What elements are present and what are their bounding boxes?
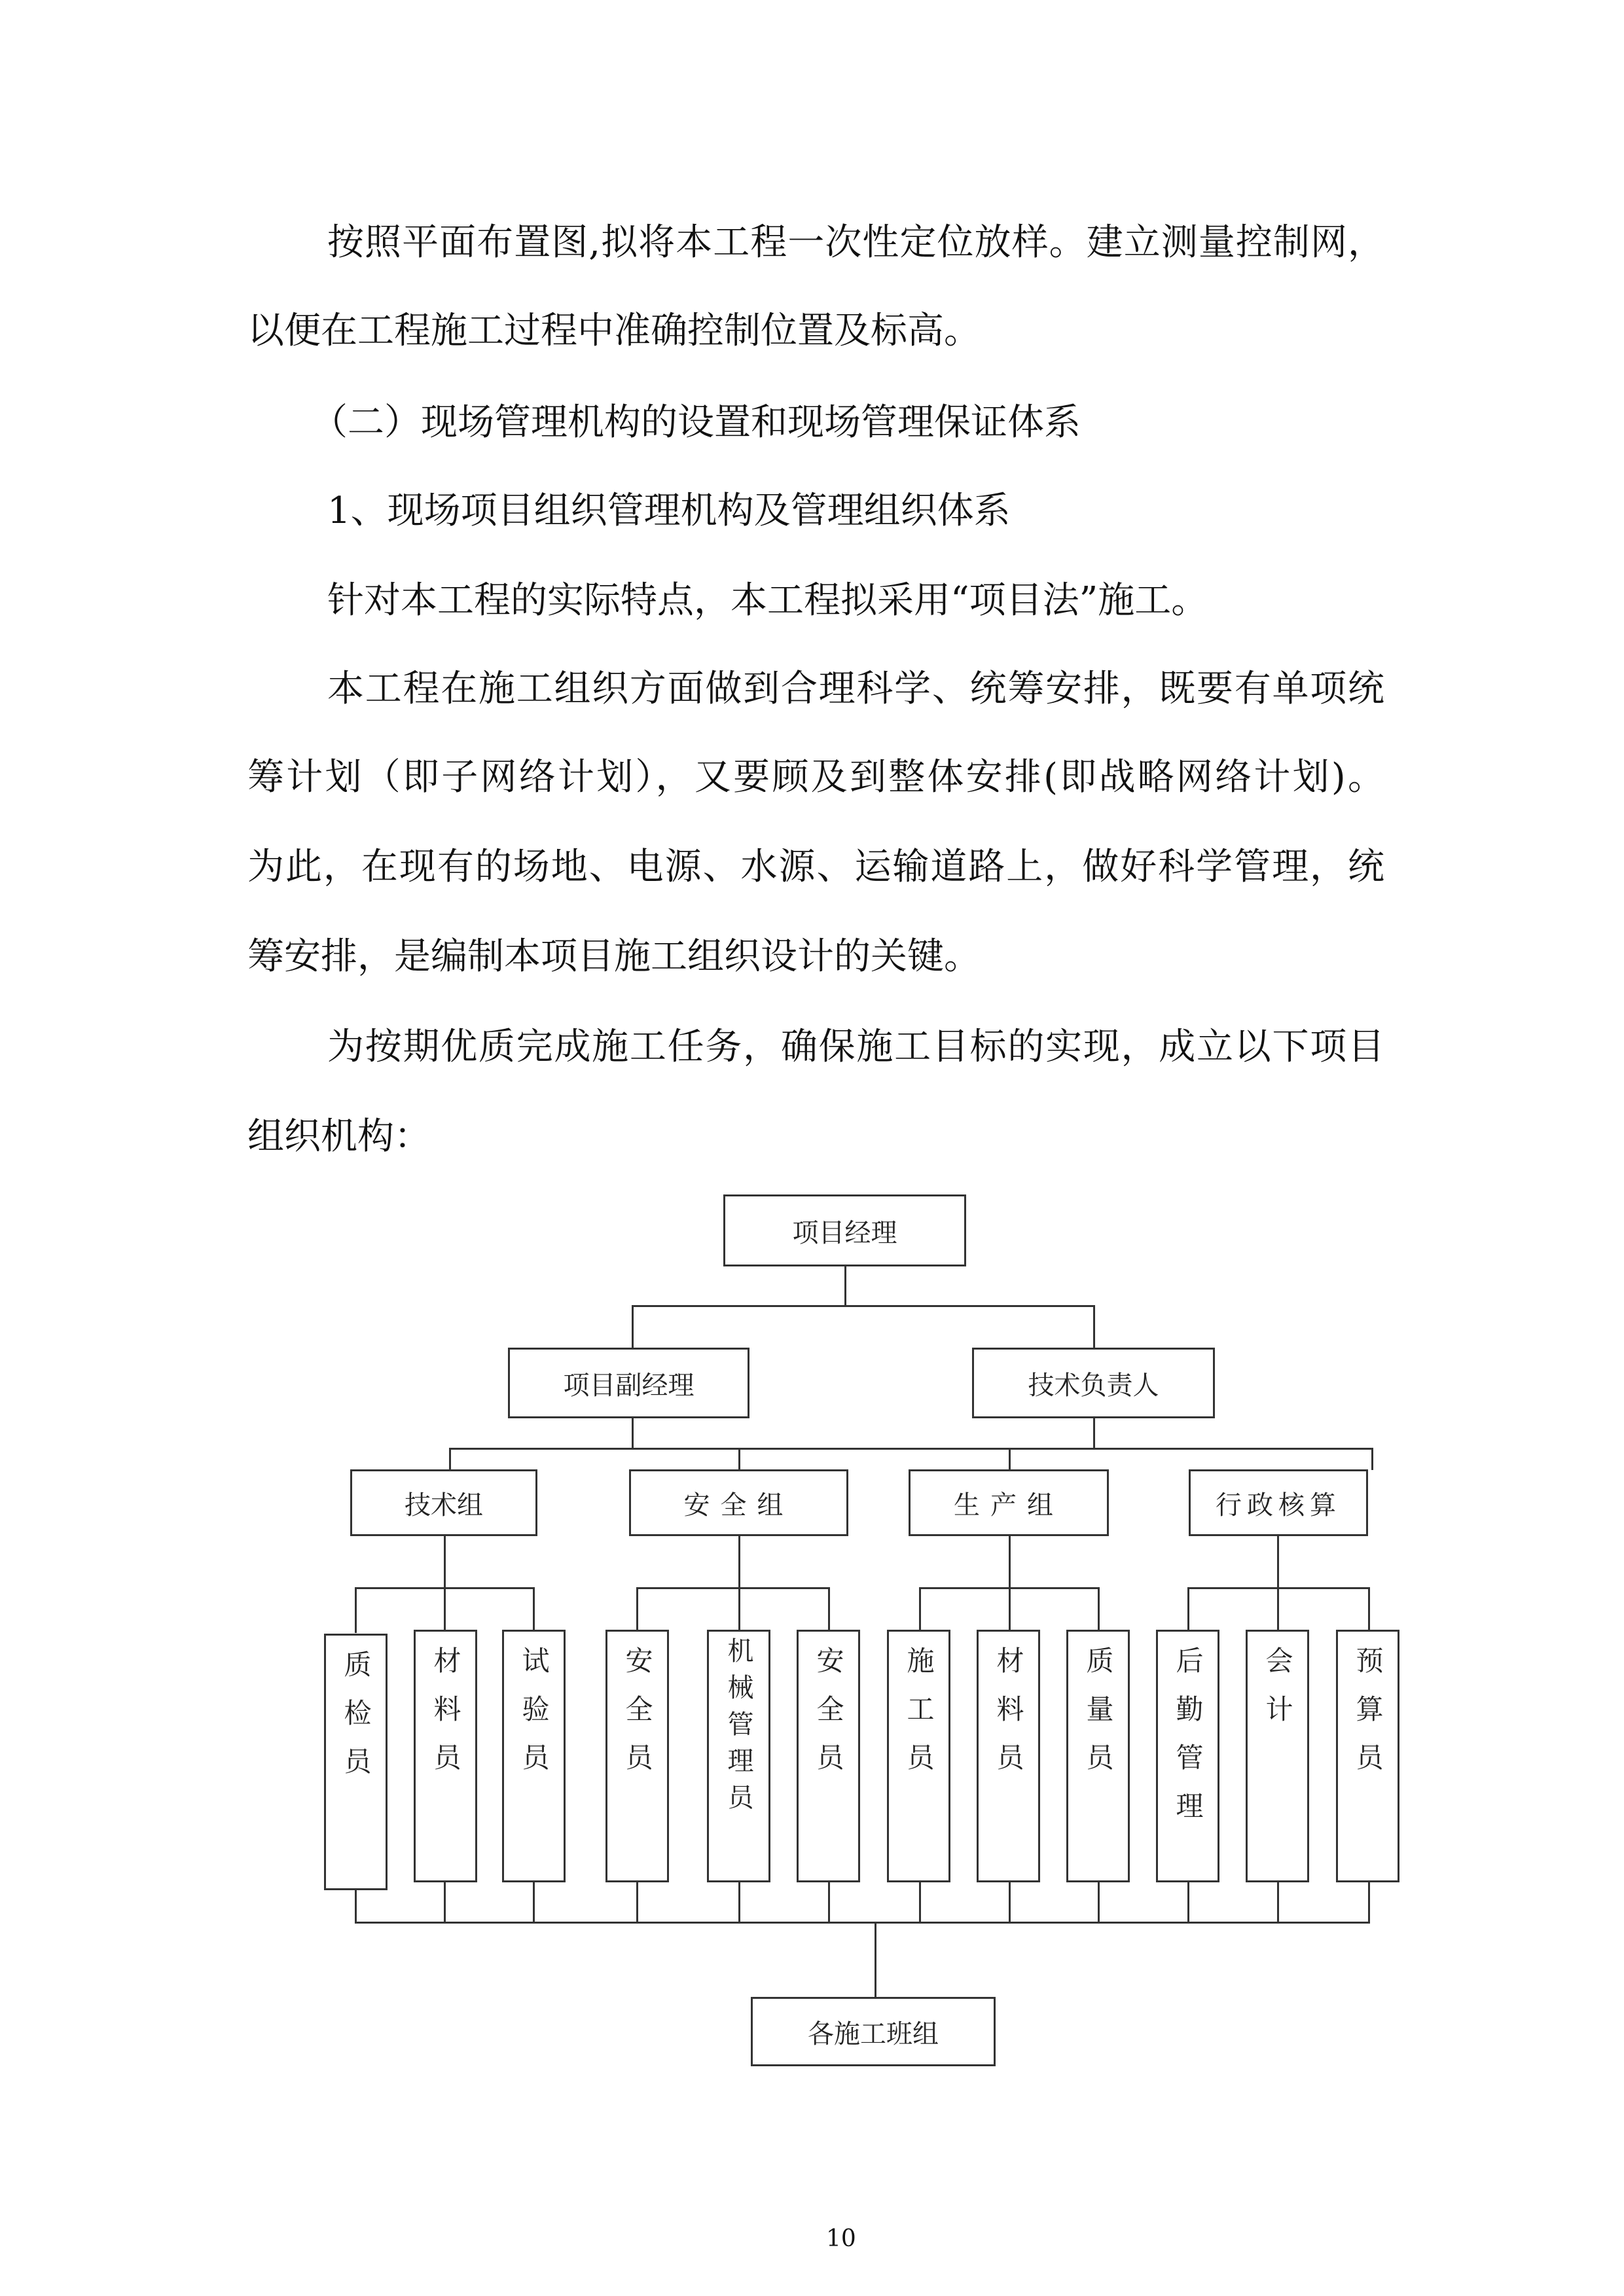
paragraph-line: 为此，在现有的场地、电源、水源、运输道路上，做好科学管理，统 — [247, 846, 1384, 888]
connector — [444, 1536, 446, 1631]
org-member — [707, 1630, 770, 1882]
member-label: 预算员 — [1352, 1646, 1384, 1791]
org-node-technical-lead — [972, 1348, 1215, 1418]
connector — [533, 1587, 535, 1630]
connector — [533, 1882, 535, 1922]
connector — [919, 1882, 921, 1922]
org-group-safety — [629, 1469, 848, 1536]
org-member — [605, 1630, 669, 1882]
connector — [1277, 1882, 1279, 1922]
connector — [1187, 1587, 1189, 1630]
node-label: 项目副经理 — [563, 1370, 695, 1401]
node-label: 安全组 — [683, 1490, 794, 1520]
connector — [738, 1882, 740, 1922]
org-node-deputy-manager — [508, 1348, 749, 1418]
org-member — [1336, 1630, 1399, 1882]
connector — [1009, 1882, 1011, 1922]
paragraph-line: 为按期优质完成施工任务，确保施工目标的实现，成立以下项目 — [327, 1026, 1384, 1068]
page-number: 10 — [826, 2225, 856, 2252]
connector — [1093, 1305, 1095, 1348]
member-label: 安全员 — [812, 1646, 845, 1791]
member-label: 质检员 — [340, 1650, 372, 1795]
connector — [1368, 1587, 1370, 1630]
org-group-production — [909, 1469, 1109, 1536]
paragraph-line: 筹安排，是编制本项目施工组织设计的关键。 — [247, 935, 981, 978]
org-group-admin-accounting — [1189, 1469, 1368, 1536]
connector — [875, 1922, 876, 1998]
member-label: 材料员 — [992, 1646, 1025, 1791]
connector — [444, 1882, 446, 1922]
connector — [1371, 1448, 1373, 1470]
org-member — [324, 1634, 388, 1890]
org-member — [1156, 1630, 1219, 1882]
paragraph-line: 按照平面布置图,拟将本工程一次性定位放样。建立测量控制网， — [327, 221, 1384, 264]
connector — [828, 1882, 830, 1922]
org-member — [977, 1630, 1040, 1882]
connector — [632, 1418, 634, 1448]
connector — [355, 1922, 1370, 1924]
org-group-technical — [350, 1469, 537, 1536]
org-member — [502, 1630, 566, 1882]
connector — [355, 1587, 534, 1589]
connector — [1187, 1587, 1370, 1589]
connector — [632, 1305, 634, 1348]
node-label: 项目经理 — [792, 1217, 897, 1248]
connector — [828, 1587, 830, 1630]
org-node-work-teams — [751, 1997, 996, 2066]
connector — [636, 1882, 638, 1922]
connector — [1277, 1536, 1279, 1631]
connector — [636, 1587, 638, 1630]
connector — [449, 1448, 1373, 1450]
member-label: 材料员 — [429, 1646, 462, 1791]
connector — [636, 1587, 829, 1589]
org-member — [414, 1630, 477, 1882]
org-member — [1246, 1630, 1309, 1882]
subsection-heading: 1、现场项目组织管理机构及管理组织体系 — [327, 490, 1011, 532]
node-label: 生产组 — [954, 1490, 1064, 1520]
paragraph-line: 组织机构： — [247, 1115, 431, 1158]
connector — [1368, 1882, 1370, 1922]
connector — [1009, 1448, 1011, 1470]
connector — [919, 1587, 921, 1630]
connector — [1187, 1882, 1189, 1922]
connector — [1098, 1882, 1100, 1922]
connector — [919, 1587, 1100, 1589]
section-heading: （二）现场管理机构的设置和现场管理保证体系 — [311, 401, 1081, 444]
connector — [738, 1448, 740, 1470]
node-label: 技术负责人 — [1028, 1370, 1159, 1401]
connector — [355, 1587, 357, 1633]
member-label: 试验员 — [518, 1646, 550, 1791]
member-label: 后勤管理 — [1172, 1646, 1204, 1840]
member-label: 安全员 — [621, 1646, 654, 1791]
node-label: 技术组 — [405, 1490, 483, 1520]
node-label: 行政核算 — [1216, 1490, 1341, 1520]
member-label: 施工员 — [903, 1646, 935, 1791]
connector — [1098, 1587, 1100, 1630]
connector — [1009, 1536, 1011, 1631]
org-node-project-manager — [723, 1194, 966, 1266]
member-label: 质量员 — [1082, 1646, 1115, 1791]
connector — [738, 1536, 740, 1631]
connector — [449, 1448, 451, 1470]
org-member — [797, 1630, 860, 1882]
member-label: 机械管理员 — [723, 1637, 753, 1820]
connector — [844, 1266, 846, 1306]
connector — [355, 1888, 357, 1922]
connector — [1093, 1418, 1095, 1448]
paragraph-line: 针对本工程的实际特点，本工程拟采用“项目法”施工。 — [327, 579, 1208, 622]
node-label: 各施工班组 — [808, 2018, 939, 2049]
org-member — [1066, 1630, 1130, 1882]
paragraph-line: 筹计划（即子网络计划），又要顾及到整体安排(即战略网络计划)。 — [247, 756, 1384, 798]
connector — [632, 1305, 1095, 1307]
member-label: 会计 — [1261, 1646, 1294, 1743]
paragraph-line: 以便在工程施工过程中准确控制位置及标高。 — [247, 310, 981, 352]
org-member — [887, 1630, 950, 1882]
paragraph-line: 本工程在施工组织方面做到合理科学、统筹安排，既要有单项统 — [327, 668, 1384, 710]
